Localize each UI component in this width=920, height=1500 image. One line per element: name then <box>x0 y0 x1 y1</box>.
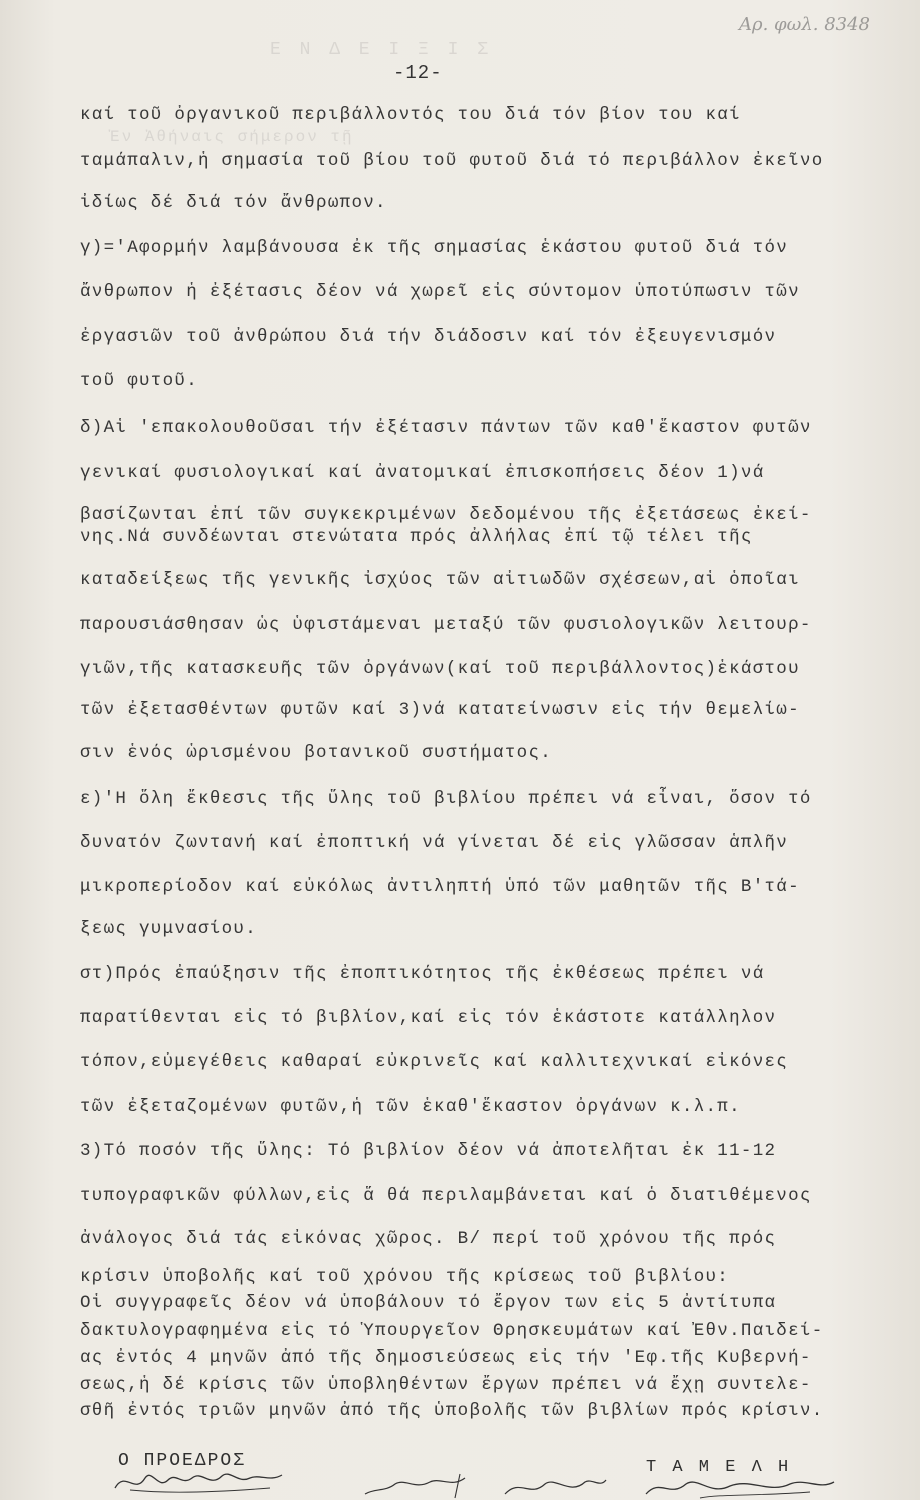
text-line: ἀνάλογος διά τάς εἰκόνας χῶρος. Β/ περί τοῦ χρόνου τῆς πρός <box>80 1229 777 1249</box>
text-line: νης.Νά συνδέωνται στενώτατα πρός ἀλλήλας ἐπί τῷ τέλει τῆς <box>80 527 753 547</box>
members-label: Τ Α Μ Ε Λ Η <box>646 1458 792 1477</box>
bleed-through-text: Ἐν Ἀθήναις σήμερον τῇ <box>110 128 354 146</box>
text-line: 3)Τό ποσόν τῆς ὕλης: Τό βιβλίον δέον νά ἀποτελῆται ἐκ 11-12 <box>80 1141 777 1161</box>
bleed-through-text: Ε Ν Δ Ε Ι Ξ Ι Σ <box>270 40 493 60</box>
page-number: -12- <box>393 62 443 84</box>
member-signature <box>360 1468 490 1500</box>
text-line: ταμάπαλιν,ἡ σημασία τοῦ βίου τοῦ φυτοῦ διά τό περιβάλλον ἐκεῖνο <box>80 151 824 171</box>
text-line: καί τοῦ ὀργανικοῦ περιβάλλοντός του διά τόν βίον του καί <box>80 105 741 125</box>
text-line: παρουσιάσθησαν ὡς ὑφιστάμεναι μεταξύ τῶν φυσιολογικῶν λειτουρ- <box>80 615 812 635</box>
text-line: δυνατόν ζωντανή καί ἐποπτική νά γίνεται δέ εἰς γλῶσσαν ἁπλῆν <box>80 833 789 853</box>
text-line: σιν ἑνός ὡρισμένου βοτανικοῦ συστήματος. <box>80 743 553 763</box>
text-line: δ)Αἱ 'επακολουθοῦσαι τήν ἐξέτασιν πάντων τῶν καθ'ἕκαστον φυτῶν <box>80 418 812 438</box>
text-line: στ)Πρός ἐπαύξησιν τῆς ἐποπτικότητος τῆς ἐκθέσεως πρέπει νά <box>80 964 765 984</box>
text-line: δακτυλογραφημένα εἰς τό Ὑπουργεῖον Θρησκευμάτων καί Ἐθν.Παιδεί- <box>80 1321 824 1341</box>
text-line: ξεως γυμνασίου. <box>80 919 258 939</box>
text-line: Οἱ συγγραφεῖς δέον νά ὑποβάλουν τό ἔργον των εἰς 5 ἀντίτυπα <box>80 1293 777 1313</box>
member-signature <box>500 1470 610 1500</box>
text-line: γενικαί φυσιολογικαί καί ἀνατομικαί ἐπισκοπήσεις δέον 1)νά <box>80 463 765 483</box>
text-line: τοῦ φυτοῦ. <box>80 371 199 391</box>
archive-annotation: Αρ. φωλ. 8348 <box>739 14 870 35</box>
text-line: τῶν ἐξετασθέντων φυτῶν καί 3)νά κατατείνωσιν εἰς τήν θεμελίω- <box>80 700 800 720</box>
text-line: ἰδίως δέ διά τόν ἄνθρωπον. <box>80 193 387 213</box>
text-line: ἄνθρωπον ἡ ἐξέτασις δέον νά χωρεῖ εἰς σύντομον ὑποτύπωσιν τῶν <box>80 282 800 302</box>
text-line: παρατίθενται εἰς τό βιβλίον,καί εἰς τόν ἑκάστοτε κατάλληλον <box>80 1008 777 1028</box>
text-line: μικροπερίοδον καί εὐκόλως ἀντιληπτή ὑπό τῶν μαθητῶν τῆς Β'τά- <box>80 877 800 897</box>
president-label: Ο ΠΡΟΕΔΡΟΣ <box>118 1451 247 1471</box>
text-line: ε)'Η ὅλη ἔκθεσις τῆς ὕλης τοῦ βιβλίου πρέπει νά εἶναι, ὅσον τό <box>80 789 812 809</box>
text-line: καταδείξεως τῆς γενικῆς ἰσχύος τῶν αἰτιωδῶν σχέσεων,αἱ ὁποῖαι <box>80 570 800 590</box>
text-line: βασίζωνται ἐπί τῶν συγκεκριμένων δεδομένου τῆς ἐξετάσεως ἐκεί- <box>80 505 812 525</box>
president-signature <box>110 1460 310 1500</box>
text-line: γ)='Αφορμήν λαμβάνουσα ἐκ τῆς σημασίας ἑκάστου φυτοῦ διά τόν <box>80 238 789 258</box>
text-line: σθῆ ἐντός τριῶν μηνῶν ἀπό τῆς ὑποβολῆς τῶν βιβλίων πρός κρίσιν. <box>80 1401 824 1421</box>
text-line: τόπον,εὐμεγέθεις καθαραί εὐκρινεῖς καί καλλιτεχνικαί εἰκόνες <box>80 1052 789 1072</box>
text-line: ἐργασιῶν τοῦ ἀνθρώπου διά τήν διάδοσιν καί τόν ἐξευγενισμόν <box>80 327 777 347</box>
member-signature <box>640 1472 840 1500</box>
text-line: τυπογραφικῶν φύλλων,εἰς ἅ θά περιλαμβάνεται καί ὁ διατιθέμενος <box>80 1186 812 1206</box>
text-line: ας ἐντός 4 μηνῶν ἀπό τῆς δημοσιεύσεως εἰς τήν 'Εφ.τῆς Κυβερνή- <box>80 1348 812 1368</box>
text-line: γιῶν,τῆς κατασκευῆς τῶν ὀργάνων(καί τοῦ περιβάλλοντος)ἑκάστου <box>80 659 800 679</box>
text-line: σεως,ἡ δέ κρίσις τῶν ὑποβληθέντων ἔργων πρέπει νά ἔχῃ συντελε- <box>80 1375 812 1395</box>
text-line: τῶν ἐξεταζομένων φυτῶν,ἡ τῶν ἑκαθ'ἕκαστον ὀργάνων κ.λ.π. <box>80 1097 741 1117</box>
text-line: κρίσιν ὑποβολῆς καί τοῦ χρόνου τῆς κρίσεως τοῦ βιβλίου: <box>80 1267 730 1287</box>
